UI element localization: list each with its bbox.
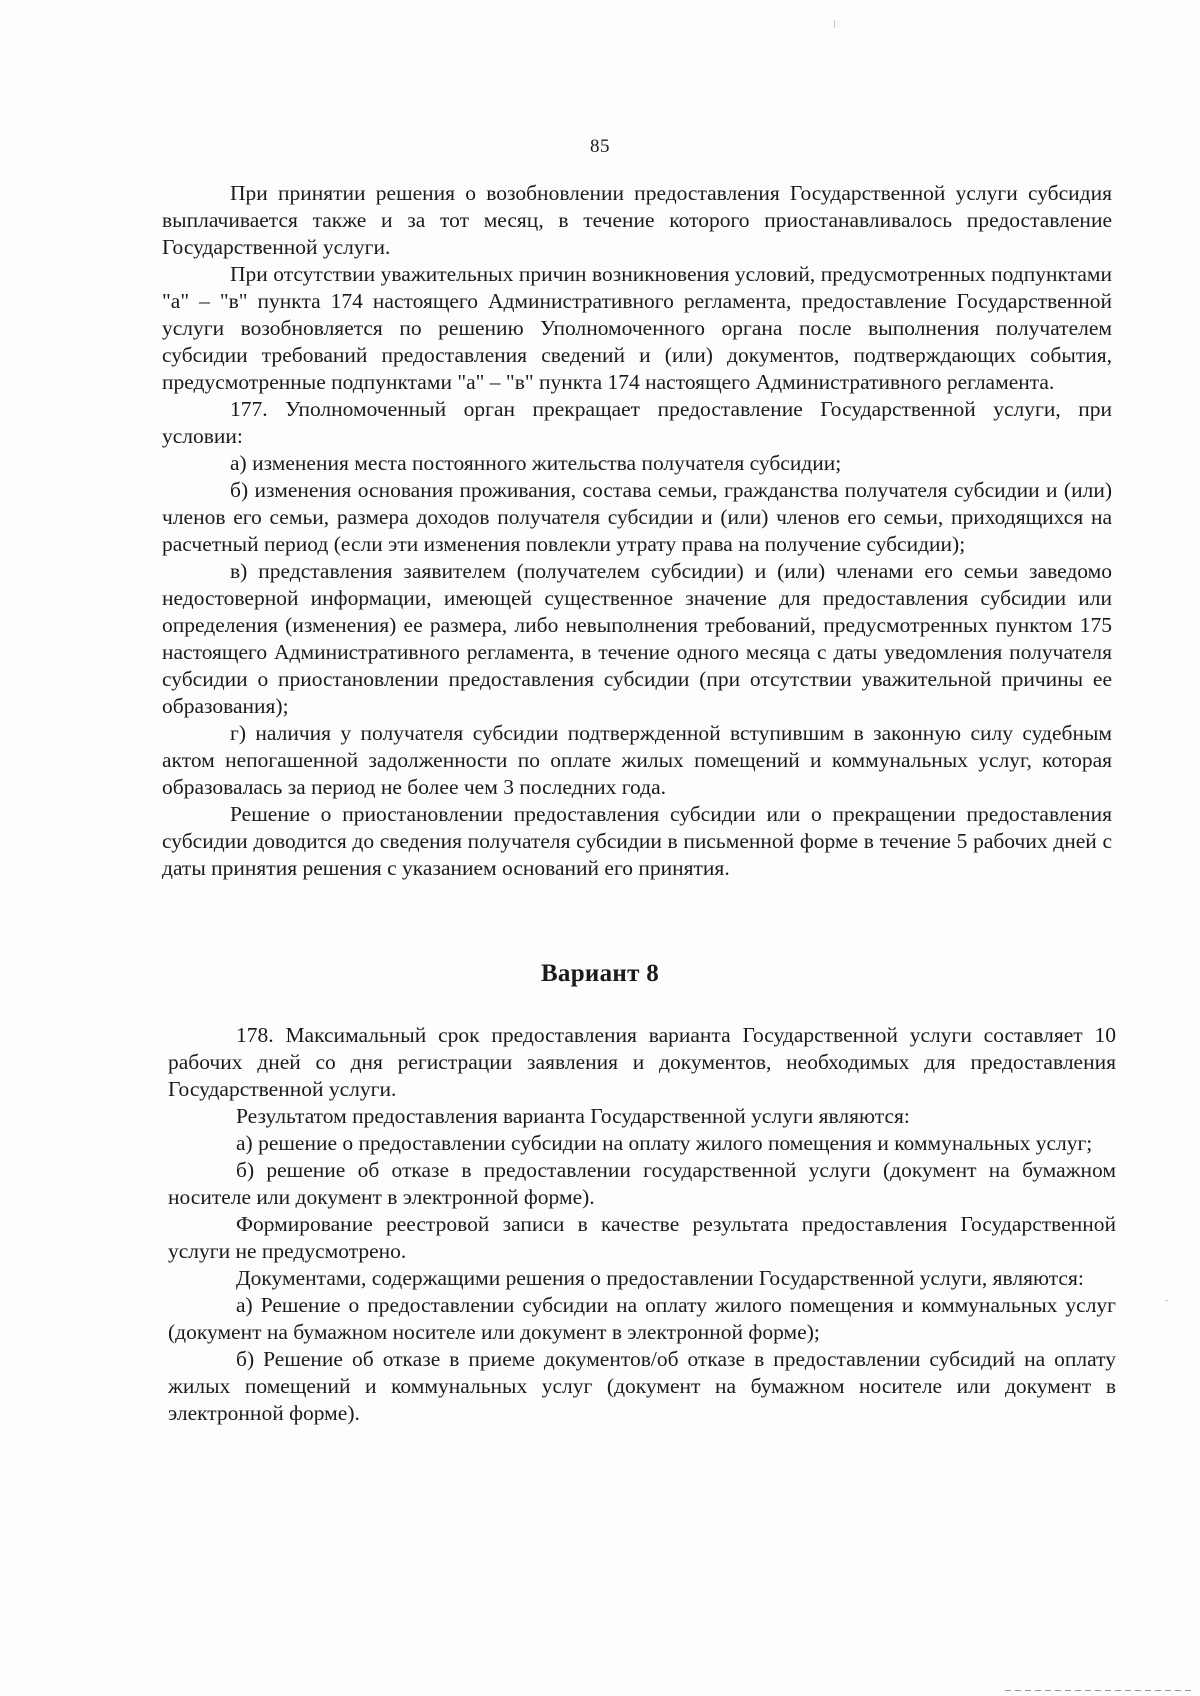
paragraph: Документами, содержащими решения о предоставлении Государственной услуги, являются: xyxy=(236,1266,1084,1290)
scan-mark xyxy=(1165,1300,1168,1301)
list-item-b: б) Решение об отказе в приеме документов/об отказе в предоставлении субсидий на оплату жилых помещений и коммунальных услуг (документ на бумажном носителе или документ в электронной форме). xyxy=(168,1347,1116,1425)
list-item-b: б) решение об отказе в предоставлении государственной услуги (документ на бумажном носителе или документ в электронной форме). xyxy=(168,1158,1116,1209)
paragraph-178: 178. Максимальный срок предоставления варианта Государственной услуги составляет 10 рабочих дней со дня регистрации заявления и документов, необходимых для предоставления Государственной услуги. xyxy=(168,1023,1116,1101)
list-item-v: в) представления заявителем (получателем субсидии) и (или) членами его семьи заведомо недостоверной информации, имеющей существенное значение для предоставления субсидии или определения (изменения) ее размера, либо невыполнения требований, предусмотренных пунктом 175 настоящего Административного регламента, в течение одного месяца с даты уведомления получателя субсидии о приостановлении предоставления субсидии (при отсутствии уважительной причины ее образования); xyxy=(162,559,1112,718)
paragraph: Решение о приостановлении предоставления субсидии или о прекращении предоставления субсидии доводится до сведения получателя субсидии в письменной форме в течение 5 рабочих дней с даты принятия решения с указанием оснований его принятия. xyxy=(162,802,1112,880)
paragraph-177: 177. Уполномоченный орган прекращает предоставление Государственной услуги, при условии: xyxy=(162,397,1112,448)
paragraph: Формирование реестровой записи в качестве результата предоставления Государственной услуги не предусмотрено. xyxy=(168,1212,1116,1263)
list-item-a: а) решение о предоставлении субсидии на оплату жилого помещения и коммунальных услуг; xyxy=(236,1131,1093,1155)
body-text-section-1 xyxy=(162,180,1112,882)
scan-mark xyxy=(834,20,835,28)
body-text-section-2 xyxy=(168,1022,1116,1427)
list-item-a: а) изменения места постоянного жительства получателя субсидии; xyxy=(230,451,842,475)
paragraph: Результатом предоставления варианта Государственной услуги являются: xyxy=(236,1104,910,1128)
scan-edge-mark xyxy=(1005,1690,1195,1691)
paragraph: При отсутствии уважительных причин возникновения условий, предусмотренных подпунктами "а" – "в" пункта 174 настоящего Административного регламента, предоставление Государственной услуги возобновляется по решению Уполномоченного органа после выполнения получателем субсидии требований предоставления сведений и (или) документов, подтверждающих события, предусмотренные подпунктами "а" – "в" пункта 174 настоящего Административного регламента. xyxy=(162,262,1112,394)
page-number: 85 xyxy=(590,136,610,157)
list-item-g: г) наличия у получателя субсидии подтвержденной вступившим в законную силу судебным актом непогашенной задолженности по оплате жилых помещений и коммунальных услуг, которая образовалась за период не более чем 3 последних года. xyxy=(162,721,1112,799)
list-item-a: а) Решение о предоставлении субсидии на оплату жилого помещения и коммунальных услуг (документ на бумажном носителе или документ в электронной форме); xyxy=(168,1293,1116,1344)
list-item-b: б) изменения основания проживания, состава семьи, гражданства получателя субсидии и (или) членов его семьи, размера доходов получателя субсидии и (или) членов его семьи, приходящихся на расчетный период (если эти изменения повлекли утрату права на получение субсидии); xyxy=(162,478,1112,556)
section-heading: Вариант 8 xyxy=(540,960,660,987)
paragraph: При принятии решения о возобновлении предоставления Государственной услуги субсидия выплачивается также и за тот месяц, в течение которого приостанавливалось предоставление Государственной услуги. xyxy=(162,181,1112,259)
